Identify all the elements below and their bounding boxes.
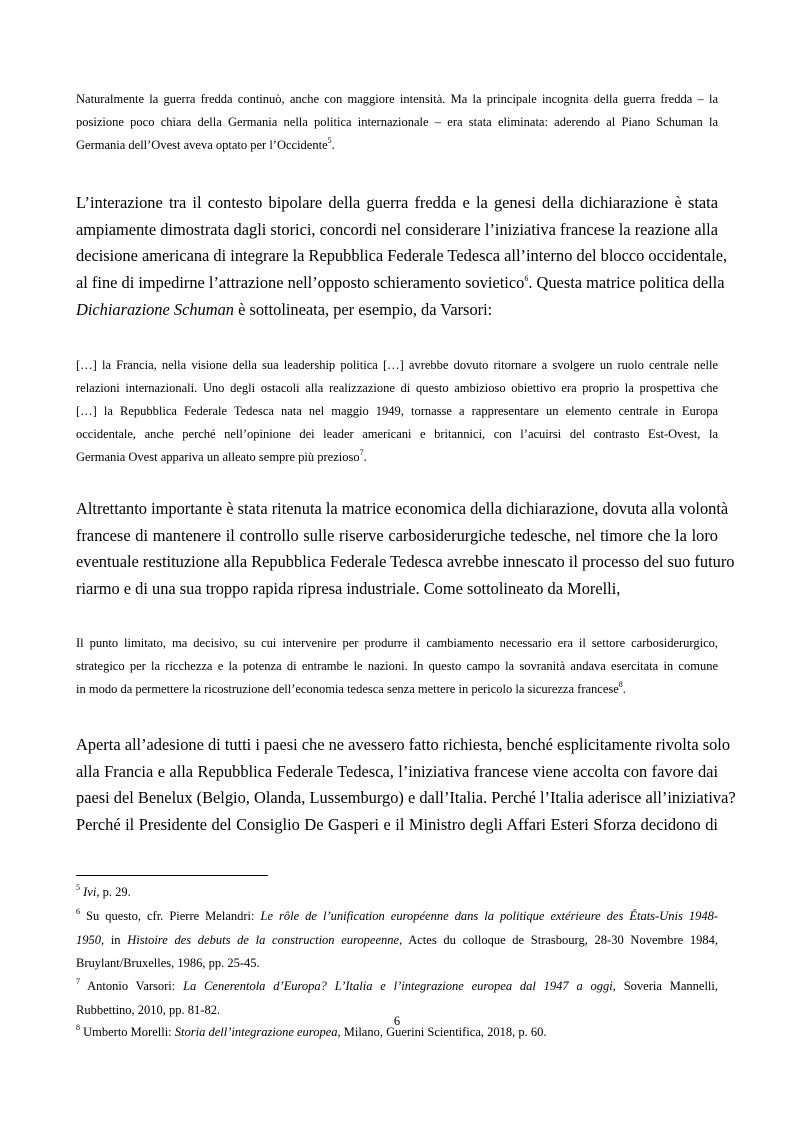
quote-line: […] la Repubblica Federale Tedesca nata nel maggio 1949, tornasse a rappresentare un elemento centrale in Europa	[76, 404, 718, 418]
quote-line: Germania dell’Ovest aveva optato per l’Occidente$^5$.	[76, 135, 335, 152]
body-line: L’interazione tra il contesto bipolare della guerra fredda e la genesi della dichiarazione è stata	[76, 193, 718, 212]
body-line: decisione americana di integrare la Repubblica Federale Tedesca all’interno del blocco occidentale,	[76, 246, 728, 266]
footnote-number: 5	[76, 882, 80, 892]
block-quote-2	[76, 354, 718, 469]
footnote-8: $^8$ Umberto Morelli: Storia dell’integrazione europea, Milano, Guerini Scientifica, 2018, p. 60.	[76, 1022, 547, 1039]
body-line: Perché il Presidente del Consiglio De Gasperi e il Ministro degli Affari Esteri Sforza decidono di	[76, 815, 718, 835]
footnote-number: 7	[76, 976, 80, 986]
block-quote-1	[76, 88, 718, 157]
quote-line: Germania Ovest appariva un alleato sempre più prezioso$^7$.	[76, 447, 367, 464]
block-quote-3	[76, 632, 718, 701]
footnote-number: 6	[76, 906, 80, 916]
quote-line: posizione poco chiara della Germania nella politica internazionale – era stata eliminata: aderendo al Piano Schuman la	[76, 115, 718, 129]
footnote-ref[interactable]: 5	[327, 135, 332, 145]
body-line: alla Francia e alla Repubblica Federale Tedesca, l’iniziativa francese viene accolta con favore dai	[76, 761, 718, 781]
footnote-ref[interactable]: 6	[524, 273, 529, 283]
quote-line: Naturalmente la guerra fredda continuò, anche con maggiore intensità. Ma la principale incognita della guerra fredda – la	[76, 92, 718, 106]
footnote-separator	[76, 875, 268, 876]
body-line: Altrettanto importante è stata ritenuta la matrice economica della dichiarazione, dovuta alla volontà	[76, 499, 729, 518]
body-line: ampiamente dimostrata dagli storici, concordi nel considerare l’iniziativa francese la reazione alla	[76, 219, 718, 239]
body-line: eventuale restituzione alla Repubblica Federale Tedesca avrebbe innescato il processo del suo futuro	[76, 552, 735, 572]
body-paragraph-3	[76, 732, 736, 839]
footnote-number: 8	[76, 1022, 80, 1032]
footnote-5: $^5$ Ivi, p. 29.	[76, 882, 131, 899]
body-paragraph-1	[76, 190, 728, 324]
body-line: Aperta all’adesione di tutti i paesi che ne avessero fatto richiesta, benché esplicitamente rivolta solo	[76, 735, 731, 754]
quote-line: strategico per la ricchezza e la potenza di entrambe le nazioni. In questo campo la sovranità andava esercitata in comune	[76, 659, 718, 673]
quote-line: […] la Francia, nella visione della sua leadership politica […] avrebbe dovuto ritornare a svolgere un ruolo centrale nelle	[76, 358, 718, 372]
body-line: francese di mantenere il controllo sulle riserve carbosiderurgiche tedesche, nel timore che la loro	[76, 525, 718, 545]
body-line: riarmo e di una sua troppo rapida ripresa industriale. Come sottolineato da Morelli,	[76, 579, 621, 599]
footnote-ref[interactable]: 8	[618, 679, 623, 689]
page-number: 6	[393, 1014, 401, 1028]
body-line: Dichiarazione Schuman è sottolineata, per esempio, da Varsori:	[76, 299, 493, 319]
quote-line: occidentale, anche perché nell’opinione dei leader americani e britannici, con l’acuirsi del contrasto Est-Ovest, la	[76, 427, 718, 441]
body-line: al fine di impedirne l’attrazione nell’opposto schieramento sovietico$^6$. Questa matrice politica della	[76, 273, 725, 293]
footnote-ref[interactable]: 7	[359, 447, 364, 457]
quote-line: in modo da permettere la ricostruzione dell’economia tedesca senza mettere in pericolo la sicurezza francese$^8$.	[76, 679, 626, 696]
footnote-7: $^7$ Antonio Varsori: La Cenerentola d’Europa? L’Italia e l’integrazione europea dal 1947 a oggi, Soveria Mannelli, Rubbettino, 2010, pp. 81-82.	[76, 976, 718, 1017]
body-paragraph-2	[76, 496, 735, 603]
quote-line: Il punto limitato, ma decisivo, su cui intervenire per produrre il cambiamento necessario era il settore carbosiderurgico,	[76, 636, 718, 650]
footnote-6: $^6$ Su questo, cfr. Pierre Melandri: Le rôle de l’unification européenne dans la politique extérieure des États-Unis 1948- 1950, in Histoire des debuts de la construction europeenne, Actes du colloque de Strasbourg, 28-30 Novembre 1984, Bruylant/Bruxelles, 1986, pp. 25-45.	[76, 906, 718, 970]
body-line: paesi del Benelux (Belgio, Olanda, Lussemburgo) e dall’Italia. Perché l’Italia aderisce all’iniziativa?	[76, 788, 736, 808]
quote-line: relazioni internazionali. Uno degli ostacoli alla realizzazione di questo ambizioso obiettivo era proprio la prospettiva che	[76, 381, 718, 395]
